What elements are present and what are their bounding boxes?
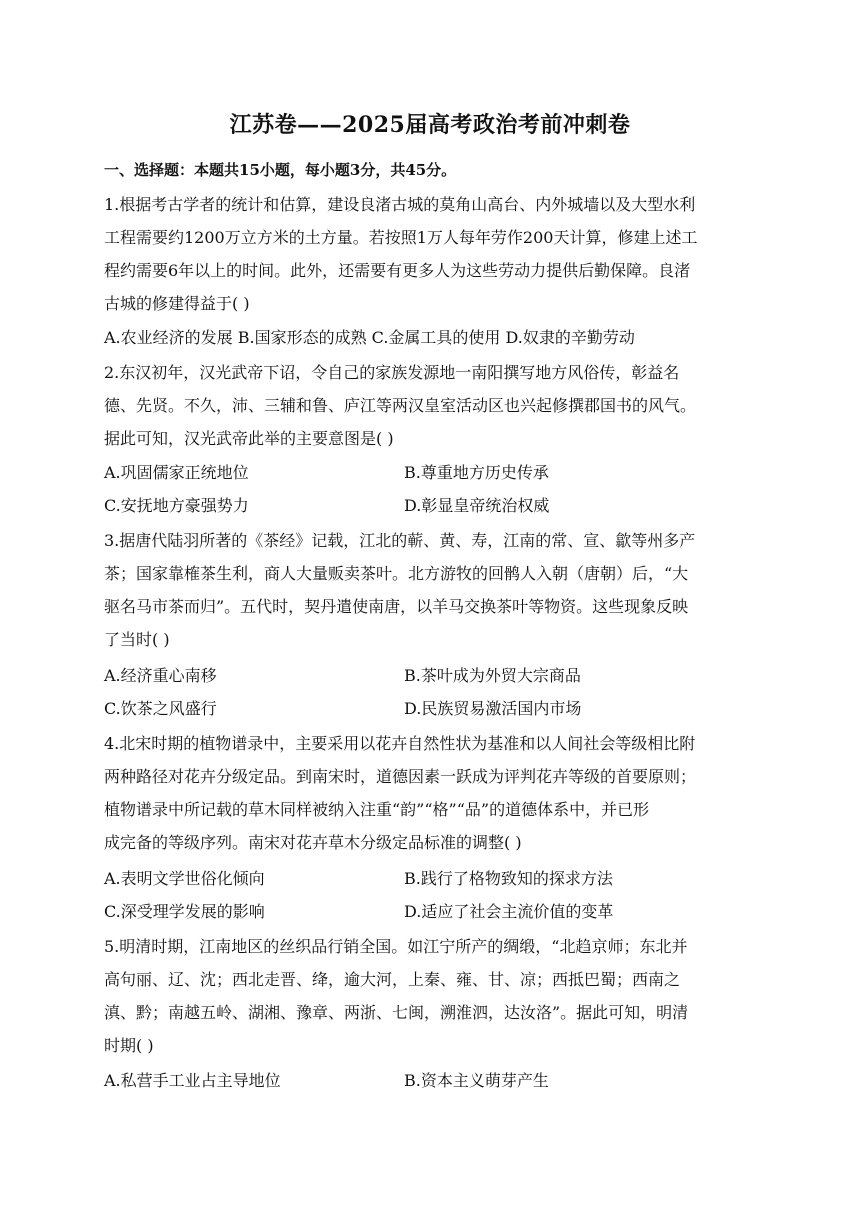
question-3-line-2: 茶；国家靠榷茶生利，商人大量贩卖茶叶。北方游牧的回鹘人入朝（唐朝）后，“大 <box>104 564 689 583</box>
question-1-line-2: 工程需要约1200万立方米的土方量。若按照1万人每年劳作200天计算，修建上述工 <box>104 228 698 247</box>
question-5-line-4: 时期( ) <box>104 1036 154 1055</box>
question-3-option-b: B.茶叶成为外贸大宗商品 <box>404 666 581 685</box>
question-4-line-3: 植物谱录中所记载的草木同样被纳入注重“韵”“格”“品”的道德体系中，并已形 <box>104 800 650 819</box>
question-2-line-2: 德、先贤。不久，沛、三辅和鲁、庐江等两汉皇室活动区也兴起修撰郡国书的风气。 <box>104 396 697 415</box>
section-header: 一、选择题：本题共15小题，每小题3分，共45分。 <box>104 161 457 179</box>
question-5-line-2: 高句丽、辽、沈；西北走晋、绛，逾大河，上秦、雍、甘、凉；西抵巴蜀；西南之 <box>104 970 681 989</box>
exam-title: 江苏卷——2025届高考政治考前冲刺卷 <box>229 112 631 138</box>
question-1-line-3: 程约需要6年以上的时间。此外，还需要有更多人为这些劳动力提供后勤保障。良渚 <box>104 261 691 280</box>
question-3-line-3: 驱名马市茶而归”。五代时，契丹遣使南唐，以羊马交换茶叶等物资。这些现象反映 <box>104 597 689 616</box>
question-1-line-4: 古城的修建得益于( ) <box>104 294 250 313</box>
question-2-line-1: 2.东汉初年，汉光武帝下诏，令自己的家族发源地一南阳撰写地方风俗传，彰益名 <box>104 363 680 382</box>
question-5-option-a: A.私营手工业占主导地位 <box>104 1071 281 1090</box>
question-2-option-a: A.巩固儒家正统地位 <box>104 463 249 482</box>
question-4-option-b: B.践行了格物致知的探求方法 <box>404 869 613 888</box>
question-4-line-1: 4.北宋时期的植物谱录中，主要采用以花卉自然性状为基准和以人间社会等级相比附 <box>104 734 696 753</box>
question-3-option-d: D.民族贸易激活国内市场 <box>404 699 582 718</box>
question-4-line-4: 成完备的等级序列。南宋对花卉草木分级定品标准的调整( ) <box>104 833 522 852</box>
question-4-option-a: A.表明文学世俗化倾向 <box>104 869 265 888</box>
question-1-options: A.农业经济的发展 B.国家形态的成熟 C.金属工具的使用 D.奴隶的辛勤劳动 <box>104 328 635 347</box>
question-2-option-b: B.尊重地方历史传承 <box>404 463 549 482</box>
question-5-line-3: 滇、黔；南越五岭、湖湘、豫章、两浙、七闽，溯淮泗，达汝洛”。据此可知，明清 <box>104 1003 689 1022</box>
question-5-option-b: B.资本主义萌芽产生 <box>404 1071 549 1090</box>
question-2-line-3: 据此可知，汉光武帝此举的主要意图是( ) <box>104 429 394 448</box>
question-3-option-c: C.饮茶之风盛行 <box>104 699 217 718</box>
question-4-option-d: D.适应了社会主流价值的变革 <box>404 902 614 921</box>
question-3-line-4: 了当时( ) <box>104 630 170 649</box>
question-1-line-1: 1.根据考古学者的统计和估算，建设良渚古城的莫角山高台、内外城墙以及大型水利 <box>104 195 696 214</box>
question-4-option-c: C.深受理学发展的影响 <box>104 902 265 921</box>
question-2-option-d: D.彰显皇帝统治权威 <box>404 496 550 515</box>
question-3-option-a: A.经济重心南移 <box>104 666 217 685</box>
question-3-line-1: 3.据唐代陆羽所著的《茶经》记载，江北的蕲、黄、寿，江南的常、宣、歙等州多产 <box>104 531 696 550</box>
question-5-line-1: 5.明清时期，江南地区的丝织品行销全国。如江宁所产的绸缎，“北趋京师；东北并 <box>104 937 688 956</box>
question-2-option-c: C.安抚地方豪强势力 <box>104 496 249 515</box>
question-4-line-2: 两种路径对花卉分级定品。到南宋时，道德因素一跃成为评判花卉等级的首要原则； <box>104 767 697 786</box>
